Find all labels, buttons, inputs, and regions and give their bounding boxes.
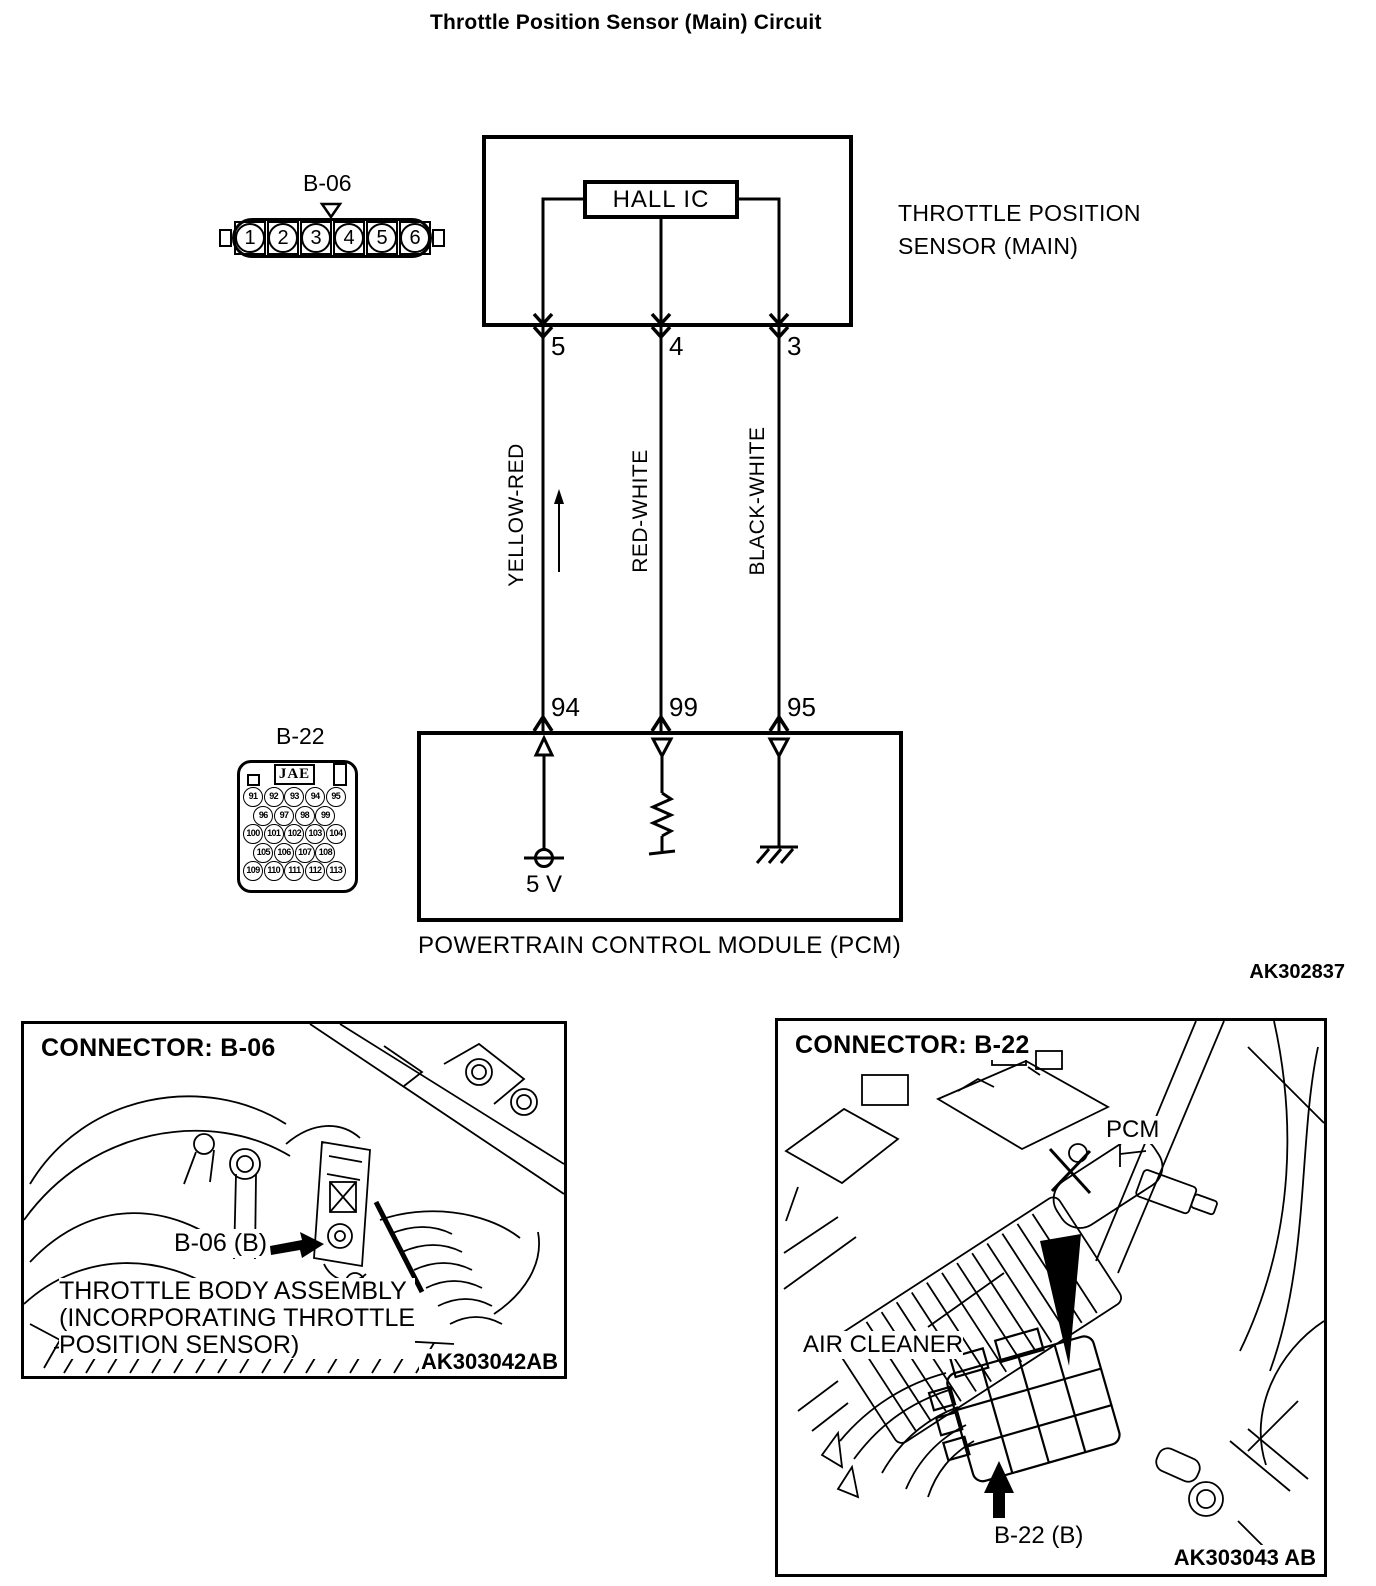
sensor-pin-3: 3 (787, 331, 802, 361)
b22-pin-92: 92 (264, 787, 284, 807)
connector-b22-panel (775, 1018, 1327, 1577)
b22-pin-112: 112 (305, 861, 325, 881)
b22-pin-98: 98 (295, 806, 315, 826)
b06-connector-label: B-06 (303, 170, 352, 196)
pcm-terminal-94: 94 (551, 692, 580, 722)
b22-pin-93: 93 (284, 787, 304, 807)
tps-caption-line1: THROTTLE POSITION (898, 200, 1141, 226)
pcm-gate-triangles (536, 738, 788, 756)
b22-pin-91: 91 (243, 787, 263, 807)
b22-pin-113: 113 (326, 861, 346, 881)
pcm-terminal-99: 99 (669, 692, 698, 722)
b06-pin-1: 1 (235, 223, 265, 253)
b22-pin-102: 102 (284, 824, 304, 844)
throttle-body-caption-line1: THROTTLE BODY ASSEMBLY (59, 1277, 407, 1305)
signal-direction-arrow-icon (554, 489, 564, 572)
b22-pin-99: 99 (315, 806, 335, 826)
throttle-body-caption-line3: POSITION SENSOR) (59, 1331, 300, 1359)
b06-callout-label: B-06 (B) (174, 1229, 268, 1257)
pcm-terminal-95: 95 (787, 692, 816, 722)
sensor-pin-4: 4 (669, 331, 684, 361)
ground-icon (757, 756, 798, 863)
throttle-body-caption (59, 1278, 415, 1359)
sensor-pin-5: 5 (551, 331, 566, 361)
wire-color-yellow-red: YELLOW-RED (505, 443, 528, 587)
b22-pin-105: 105 (253, 843, 273, 863)
wire-color-red-white: RED-WHITE (629, 449, 652, 573)
diagram-code: AK302837 (1249, 961, 1345, 983)
hall-ic-box: HALL IC (583, 180, 739, 219)
pcm-caption: POWERTRAIN CONTROL MODULE (PCM) (418, 932, 902, 959)
connector-b06-panel (21, 1021, 567, 1379)
b22-pin-96: 96 (253, 806, 273, 826)
b06-index-triangle-icon (322, 204, 340, 217)
b22-keyway-right (333, 763, 347, 786)
resistor-end-bar (649, 836, 675, 854)
resistor-icon (653, 793, 671, 836)
b22-pin-101: 101 (264, 824, 284, 844)
tps-sensor-caption (898, 197, 1141, 263)
b22-pin-110: 110 (264, 861, 284, 881)
page-title: Throttle Position Sensor (Main) Circuit (430, 11, 822, 34)
b22-pin-107: 107 (295, 843, 315, 863)
b22-connector-label: B-22 (276, 723, 325, 749)
b22-engine-illustration (778, 1021, 1324, 1574)
b22-pin-109: 109 (243, 861, 263, 881)
b22-keyway-left (247, 774, 260, 786)
throttle-body-caption-line2: (INCORPORATING THROTTLE (59, 1304, 416, 1332)
b22-pin-94: 94 (305, 787, 325, 807)
b22-pin-108: 108 (315, 843, 335, 863)
b22-pin-103: 103 (305, 824, 325, 844)
b06-pin-6: 6 (400, 223, 430, 253)
b22-pin-97: 97 (274, 806, 294, 826)
b06-pin-4: 4 (334, 223, 364, 253)
b22-panel-header: CONNECTOR: B-22 (792, 1031, 1033, 1060)
b06-panel-header: CONNECTOR: B-06 (38, 1034, 279, 1063)
b22-pin-95: 95 (326, 787, 346, 807)
tps-caption-line2: SENSOR (MAIN) (898, 233, 1079, 259)
b22-callout-label: B-22 (B) (994, 1522, 1084, 1549)
pcm-callout-label: PCM (1106, 1116, 1160, 1143)
b22-pin-106: 106 (274, 843, 294, 863)
air-cleaner-label: AIR CLEANER (803, 1331, 964, 1358)
b22-panel-code: AK303043 AB (1173, 1545, 1316, 1570)
b06-pin-5: 5 (367, 223, 397, 253)
b06-panel-code: AK303042AB (421, 1349, 558, 1374)
b06-pin-2: 2 (268, 223, 298, 253)
b22-pin-100: 100 (243, 824, 263, 844)
b22-pin-111: 111 (284, 861, 304, 881)
b22-callout-arrow-icon (984, 1461, 1014, 1518)
wire-color-black-white: BLACK-WHITE (746, 426, 769, 576)
b06-pin-3: 3 (301, 223, 331, 253)
wire-yellow-red (543, 199, 583, 731)
supply-voltage-label: 5 V (525, 871, 563, 898)
b22-brand-box: JAE (274, 764, 315, 785)
b22-pin-104: 104 (326, 824, 346, 844)
